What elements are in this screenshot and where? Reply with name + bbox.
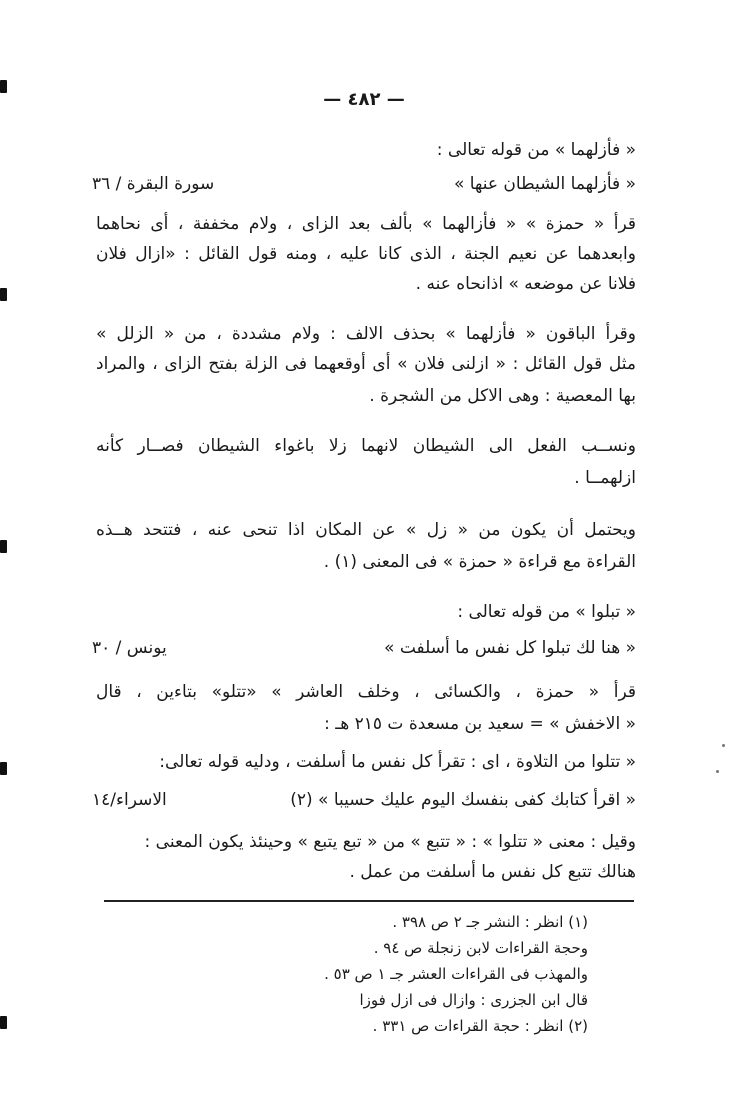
text-line: القراءة مع قراءة « حمزة » فى المعنى (١) .: [323, 552, 636, 572]
scan-mark: [0, 288, 7, 301]
scan-speck: [716, 770, 719, 773]
footnote-line: والمهذب فى القراءات العشر جـ ١ ص ٥٣ .: [324, 965, 588, 983]
scan-mark: [0, 80, 7, 93]
text-line: وقيل : معنى « تتلوا » : « تتبع » من « تبع يتبع » وحينئذ يكون المعنى :: [144, 832, 636, 852]
footnote-line: (١) انظر : النشر جـ ٢ ص ٣٩٨ .: [392, 913, 588, 931]
text-line: فلانا عن موضعه » اذانحاه عنه .: [415, 274, 636, 294]
verse-reference: الاسراء/١٤: [92, 790, 167, 810]
text-line: وقرأ الباقون « فأزلهما » بحذف الالف : ولام مشددة ، من « الزلل »: [96, 324, 636, 344]
text-line: « الاخفش » = سعيد بن مسعدة ت ٢١٥ هـ :: [324, 714, 636, 734]
quran-verse: « اقرأ كتابك كفى بنفسك اليوم عليك حسيبا » (٢): [290, 790, 636, 810]
text-line: قرأ « حمزة » « فأزالهما » بألف بعد الزاى ، ولام مخففة ، أى نحاهما: [96, 214, 636, 234]
scan-mark: [0, 762, 7, 775]
scan-mark: [0, 1016, 7, 1029]
text-line: « تبلوا » من قوله تعالى :: [457, 602, 636, 622]
footnote-line: (٢) انظر : حجة القراءات ص ٣٣١ .: [372, 1017, 588, 1035]
scan-mark: [0, 540, 7, 553]
verse-reference: سورة البقرة / ٣٦: [92, 174, 215, 194]
quran-verse: « هنا لك تبلوا كل نفس ما أسلفت »: [384, 638, 636, 658]
text-line: ويحتمل أن يكون من « زل » عن المكان اذا تنحى عنه ، فتتحد هــذه: [96, 520, 636, 540]
text-line: « فأزلهما » من قوله تعالى :: [436, 140, 636, 160]
footnote-line: وحجة القراءات لابن زنجلة ص ٩٤ .: [373, 939, 588, 957]
footnote-divider: [104, 900, 634, 902]
text-line: « تتلوا من التلاوة ، اى : تقرأ كل نفس ما أسلفت ، ودليه قوله تعالى:: [159, 752, 636, 772]
footnote-line: قال ابن الجزرى : وازال فى ازل فوزا: [359, 991, 588, 1009]
text-line: قرأ « حمزة ، والكسائى ، وخلف العاشر » «تتلو» بتاءين ، قال: [96, 682, 636, 702]
text-line: هنالك تتبع كل نفس ما أسلفت من عمل .: [349, 862, 636, 882]
text-line: ازلهمــا .: [574, 468, 636, 488]
quran-verse: « فأزلهما الشيطان عنها »: [453, 174, 636, 194]
scan-speck: [722, 744, 725, 747]
text-line: ونســب الفعل الى الشيطان لانهما زلا باغواء الشيطان فصــار كأنه: [96, 436, 636, 456]
verse-reference: يونس / ٣٠: [92, 638, 167, 658]
text-line: وابعدهما عن نعيم الجنة ، الذى كانا عليه ، ومنه قول القائل : «ازال فلان: [96, 244, 636, 264]
text-line: مثل قول القائل : « ازلنى فلان » أى أوقعهما فى الزلة بفتح الزاى ، والمراد: [96, 354, 636, 374]
text-line: بها المعصية : وهى الاكل من الشجرة .: [369, 386, 636, 406]
page-number: — ٤٨٢ —: [323, 89, 405, 110]
